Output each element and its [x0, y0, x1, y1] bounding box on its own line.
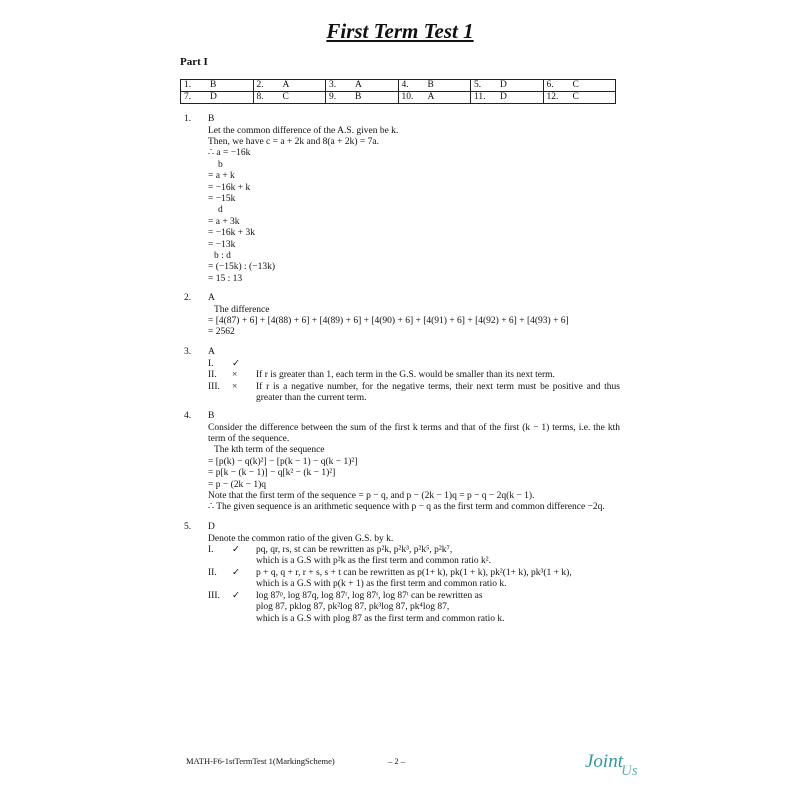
answer-cell: [253, 80, 326, 92]
statement-number: I.: [208, 358, 214, 369]
check-mark-icon: ✓: [232, 358, 240, 369]
solution-line: = −16k + k: [208, 182, 251, 193]
solution-line: = −15k: [208, 193, 236, 204]
solution-line: = −16k + 3k: [208, 228, 255, 239]
answer-number: 11.: [474, 92, 486, 102]
solution-line: = 2562: [208, 327, 235, 338]
cross-mark-icon: ×: [232, 370, 238, 380]
answer-letter: B: [210, 80, 217, 90]
question-4: [180, 411, 620, 514]
solution-line: Consider the difference between the sum of the first k terms and that of the first (k − 1) terms, i.e. the kth term of the sequence.: [208, 422, 620, 444]
answer-number: 1.: [184, 80, 192, 90]
check-mark-icon: ✓: [232, 567, 240, 578]
answer-cell: [181, 92, 254, 104]
solution-line: Denote the common ratio of the given G.S. by k.: [208, 533, 394, 544]
solution-line: = a + 3k: [208, 216, 240, 227]
answer-cell: [326, 80, 399, 92]
solution-line: = [p(k) − q(k)²] − [p(k − 1) − q(k − 1)²]: [208, 456, 358, 467]
statement-text: log 87ᵖ, log 87q, log 87ʳ, log 87ˢ, log 87ᵗ can be rewritten as: [256, 590, 483, 601]
answer-number: 7.: [184, 92, 192, 102]
solution-line: ∴ The given sequence is an arithmetic sequence with p − q as the first term and common difference −2q.: [208, 502, 605, 513]
answer-cell: [398, 92, 471, 104]
question-number: 5.: [184, 522, 192, 532]
answer-number: 9.: [329, 92, 337, 102]
statement-text: If r is a negative number, for the negative terms, their next term must be positive and thus greater than the current term.: [256, 381, 620, 403]
solution-line: = a + k: [208, 171, 235, 182]
solution-line: The difference: [214, 304, 270, 315]
solution-line: Note that the first term of the sequence = p − q, and p − (2k − 1)q = p − q − 2q(k − 1).: [208, 490, 535, 501]
answer-letter: A: [282, 80, 290, 90]
statement-text: which is a G.S with p(k + 1) as the first term and common ratio k.: [256, 579, 507, 590]
answer-letter: B: [427, 80, 434, 90]
statement-text: which is a G.S with p²k as the first term and common ratio k².: [256, 556, 491, 567]
question-5: [180, 522, 620, 625]
answer-letter: D: [210, 92, 217, 102]
part-heading: Part I: [180, 56, 208, 68]
question-answer: A: [208, 347, 215, 357]
question-answer: D: [208, 522, 215, 532]
answer-cell: [543, 80, 616, 92]
statement-number: II.: [208, 567, 217, 578]
solution-line: = p[k − (k − 1)] − q[k² − (k − 1)²]: [208, 468, 336, 479]
statement-number: III.: [208, 590, 220, 601]
statement-text: If r is greater than 1, each term in the G.S. would be smaller than its next term.: [256, 370, 555, 380]
answer-letter: C: [572, 80, 579, 90]
answer-number: 10.: [401, 92, 414, 102]
statement-text: plog 87, pklog 87, pk²log 87, pk³log 87, pk⁴log 87,: [256, 602, 450, 613]
statement-text: pq, qr, rs, st can be rewritten as p²k, p²k³, p²k⁵, p²k⁷,: [256, 544, 453, 555]
answer-number: 2.: [256, 80, 264, 90]
check-mark-icon: ✓: [232, 590, 240, 601]
answer-cell: [181, 80, 254, 92]
question-3: [180, 347, 620, 405]
answer-number: 3.: [329, 80, 337, 90]
statement-text: p + q, q + r, r + s, s + t can be rewritten as p(1+ k), pk(1 + k), pk²(1+ k), pk³(1 + k),: [256, 567, 572, 578]
answer-cell: [543, 92, 616, 104]
answer-letter: A: [427, 92, 435, 102]
solution-line: The kth term of the sequence: [214, 445, 325, 456]
question-1: [180, 114, 620, 285]
answer-letter: D: [500, 80, 507, 90]
solution-line: = 15 : 13: [208, 273, 243, 284]
answer-cell: [326, 92, 399, 104]
solution-line: = p − (2k − 1)q: [208, 479, 267, 490]
answer-number: 4.: [401, 80, 409, 90]
question-number: 3.: [184, 347, 192, 357]
solution-line: = (−15k) : (−13k): [208, 262, 275, 273]
answer-number: 5.: [474, 80, 482, 90]
answer-row-2: [181, 92, 616, 104]
statement-number: II.: [208, 370, 217, 380]
question-number: 1.: [184, 114, 192, 124]
solution-line: = −13k: [208, 239, 236, 250]
answer-letter: C: [282, 92, 289, 102]
answer-letter: C: [572, 92, 579, 102]
footer-doc-id: MATH-F6-1stTermTest 1(MarkingScheme): [186, 756, 335, 766]
logo-text-main: Joint: [585, 751, 623, 772]
answer-number: 6.: [546, 80, 554, 90]
cross-mark-icon: ×: [232, 381, 238, 392]
statement-number: I.: [208, 544, 214, 555]
solution-line: Let the common difference of the A.S. given be k.: [208, 125, 399, 136]
solution-line: ∴ a = −16k: [208, 148, 251, 159]
statement-text: which is a G.S with plog 87 as the first term and common ratio k.: [256, 613, 505, 624]
question-answer: B: [208, 114, 215, 124]
solution-line: b: [218, 159, 223, 170]
joint-us-logo: [585, 751, 640, 779]
check-mark-icon: ✓: [232, 544, 240, 555]
solution-line: Then, we have c = a + 2k and 8(a + 2k) = 7a.: [208, 136, 379, 147]
solution-line: b : d: [214, 250, 231, 261]
answer-letter: D: [500, 92, 507, 102]
answer-cell: [471, 92, 544, 104]
statement-number: III.: [208, 381, 220, 392]
page-number: – 2 –: [388, 756, 405, 766]
logo-text-sub: Us: [621, 763, 638, 779]
answer-cell: [253, 92, 326, 104]
answer-number: 8.: [256, 92, 264, 102]
answer-row-1: [181, 80, 616, 92]
answer-table: [180, 79, 616, 104]
question-answer: A: [208, 293, 215, 303]
page-title: First Term Test 1: [326, 19, 474, 43]
answer-cell: [471, 80, 544, 92]
answer-number: 12.: [546, 92, 559, 102]
solution-line: d: [218, 205, 223, 216]
solution-line: = [4(87) + 6] + [4(88) + 6] + [4(89) + 6] + [4(90) + 6] + [4(91) + 6] + [4(92) + 6] + [4(93) + 6]: [208, 315, 569, 326]
question-2: [180, 293, 620, 339]
answer-letter: A: [355, 80, 362, 90]
question-number: 4.: [184, 411, 192, 421]
answer-letter: B: [355, 92, 362, 102]
question-number: 2.: [184, 293, 192, 303]
answer-cell: [398, 80, 471, 92]
question-answer: B: [208, 411, 215, 421]
